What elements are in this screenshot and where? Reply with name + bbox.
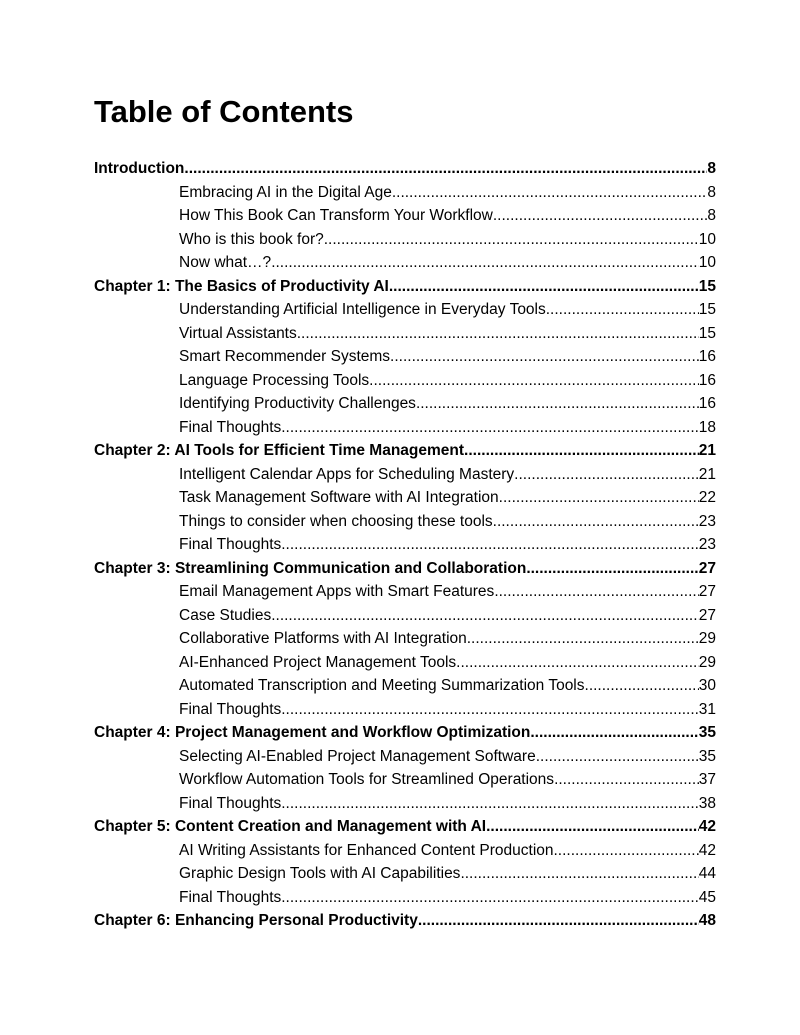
dot-leader	[369, 369, 699, 393]
dot-leader	[281, 698, 699, 722]
toc-chapter-entry[interactable]	[94, 909, 716, 933]
toc-entry-label: Chapter 6: Enhancing Personal Productivity	[94, 912, 418, 929]
toc-entry-label: Workflow Automation Tools for Streamlined Operations	[179, 771, 555, 788]
dot-leader	[281, 533, 699, 557]
toc-entry-page-number: 16	[698, 371, 716, 389]
toc-section-entry[interactable]	[94, 580, 716, 604]
dot-leader	[464, 439, 699, 463]
toc-entry-page-number: 35	[698, 724, 716, 741]
toc-entry-page-number: 10	[698, 230, 716, 248]
toc-entry-label: Now what…?	[179, 254, 272, 271]
toc-entry-label: Things to consider when choosing these tools	[179, 512, 493, 530]
toc-section-entry[interactable]	[94, 345, 716, 369]
toc-section-entry[interactable]	[94, 533, 716, 557]
toc-entry-label: Language Processing Tools	[179, 371, 370, 389]
toc-entry-page-number: 48	[698, 912, 716, 929]
toc-entry-page-number: 8	[707, 183, 716, 201]
toc-section-entry[interactable]	[94, 369, 716, 393]
dot-leader	[526, 557, 698, 581]
toc-section-entry[interactable]	[94, 392, 716, 416]
toc-entry-label: Understanding Artificial Intelligence in Everyday Tools	[179, 301, 546, 318]
toc-section-entry[interactable]	[94, 486, 716, 510]
dot-leader	[514, 463, 699, 487]
dot-leader	[460, 862, 698, 886]
toc-chapter-entry[interactable]	[94, 275, 716, 299]
toc-entry-page-number: 38	[698, 794, 716, 812]
toc-section-entry[interactable]	[94, 839, 716, 863]
dot-leader	[390, 345, 699, 369]
toc-entry-page-number: 15	[698, 277, 716, 295]
dot-leader	[281, 886, 699, 910]
toc-chapter-entry[interactable]	[94, 815, 716, 839]
toc-entry-page-number: 23	[698, 536, 716, 553]
toc-entry-page-number: 27	[698, 559, 716, 577]
toc-section-entry[interactable]	[94, 886, 716, 910]
dot-leader	[456, 651, 699, 675]
toc-section-entry[interactable]	[94, 674, 716, 698]
toc-entry-page-number: 37	[698, 771, 716, 788]
toc-section-entry[interactable]	[94, 510, 716, 534]
dot-leader	[467, 627, 699, 651]
dot-leader	[486, 815, 699, 839]
page-title: Table of Contents	[94, 94, 354, 129]
toc-entry-label: Task Management Software with AI Integration	[179, 489, 499, 506]
toc-entry-label: Automated Transcription and Meeting Summarization Tools	[179, 677, 585, 694]
toc-section-entry[interactable]	[94, 651, 716, 675]
dot-leader	[530, 721, 698, 745]
toc-entry-page-number: 44	[698, 865, 716, 882]
toc-chapter-entry[interactable]	[94, 439, 716, 463]
toc-entry-page-number: 15	[698, 324, 716, 342]
dot-leader	[281, 792, 699, 816]
toc-section-entry[interactable]	[94, 228, 716, 252]
toc-section-entry[interactable]	[94, 251, 716, 275]
dot-leader	[494, 580, 698, 604]
dot-leader	[297, 322, 699, 346]
toc-entry-label: Final Thoughts	[179, 418, 282, 436]
toc-entry-label: Chapter 2: AI Tools for Efficient Time Management	[94, 442, 465, 459]
toc-entry-label: AI Writing Assistants for Enhanced Content Production	[179, 841, 554, 859]
dot-leader	[281, 416, 699, 440]
toc-entry-page-number: 16	[698, 395, 716, 412]
toc-section-entry[interactable]	[94, 792, 716, 816]
dot-leader	[536, 745, 699, 769]
toc-entry-label: AI-Enhanced Project Management Tools	[179, 653, 457, 671]
toc-entry-page-number: 10	[698, 254, 716, 271]
toc-entry-label: Virtual Assistants	[179, 324, 297, 342]
toc-section-entry[interactable]	[94, 604, 716, 628]
toc-section-entry[interactable]	[94, 322, 716, 346]
toc-entry-page-number: 31	[698, 700, 716, 718]
toc-entry-page-number: 22	[698, 489, 716, 506]
toc-section-entry[interactable]	[94, 745, 716, 769]
toc-section-entry[interactable]	[94, 627, 716, 651]
toc-section-entry[interactable]	[94, 862, 716, 886]
toc-entry-page-number: 8	[707, 160, 716, 177]
toc-entry-page-number: 35	[698, 747, 716, 765]
toc-section-entry[interactable]	[94, 698, 716, 722]
dot-leader	[493, 510, 699, 534]
dot-leader	[493, 204, 708, 228]
dot-leader	[271, 251, 699, 275]
dot-leader	[392, 181, 708, 205]
toc-section-entry[interactable]	[94, 181, 716, 205]
dot-leader	[416, 392, 699, 416]
toc-entry-page-number: 45	[698, 888, 716, 906]
dot-leader	[554, 839, 699, 863]
toc-entry-page-number: 23	[698, 512, 716, 530]
toc-entry-page-number: 15	[698, 301, 716, 318]
dot-leader	[271, 604, 699, 628]
toc-entry-label: Email Management Apps with Smart Features	[179, 583, 495, 600]
toc-entry-page-number: 21	[698, 465, 716, 483]
dot-leader	[546, 298, 699, 322]
toc-chapter-entry[interactable]	[94, 157, 716, 181]
toc-entry-label: Chapter 3: Streamlining Communication and Collaboration	[94, 559, 527, 577]
toc-entry-label: Final Thoughts	[179, 794, 282, 812]
dot-leader	[389, 275, 699, 299]
toc-chapter-entry[interactable]	[94, 557, 716, 581]
toc-section-entry[interactable]	[94, 298, 716, 322]
toc-entry-label: Smart Recommender Systems	[179, 348, 391, 365]
toc-entry-page-number: 29	[698, 630, 716, 647]
toc-entry-page-number: 30	[698, 677, 716, 694]
toc-entry-label: Introduction	[94, 160, 185, 177]
toc-entry-label: Chapter 5: Content Creation and Management with AI	[94, 818, 487, 835]
toc-entry-label: Embracing AI in the Digital Age	[179, 183, 392, 201]
toc-entry-label: Final Thoughts	[179, 536, 282, 553]
dot-leader	[499, 486, 699, 510]
toc-entry-page-number: 29	[698, 653, 716, 671]
toc-entry-label: Chapter 1: The Basics of Productivity AI	[94, 277, 389, 295]
toc-entry-page-number: 21	[698, 442, 716, 459]
toc-entry-page-number: 42	[698, 841, 716, 859]
toc-entry-page-number: 42	[698, 818, 716, 835]
toc-section-entry[interactable]	[94, 204, 716, 228]
dot-leader	[554, 768, 699, 792]
dot-leader	[585, 674, 699, 698]
toc-entry-page-number: 27	[698, 583, 716, 600]
dot-leader	[324, 228, 699, 252]
toc-entry-label: Selecting AI-Enabled Project Management Software	[179, 747, 536, 765]
toc-entry-label: Graphic Design Tools with AI Capabilities	[179, 865, 461, 882]
toc-entry-label: Final Thoughts	[179, 700, 282, 718]
toc-entry-page-number: 18	[698, 418, 716, 436]
toc-list	[94, 157, 716, 933]
toc-entry-page-number: 8	[707, 207, 716, 224]
toc-entry-label: Case Studies	[179, 606, 272, 624]
toc-section-entry[interactable]	[94, 416, 716, 440]
toc-entry-label: How This Book Can Transform Your Workflow	[179, 207, 493, 224]
toc-entry-label: Who is this book for?	[179, 230, 324, 248]
dot-leader	[418, 909, 699, 933]
dot-leader	[184, 157, 707, 181]
toc-section-entry[interactable]	[94, 463, 716, 487]
toc-entry-page-number: 16	[698, 348, 716, 365]
toc-entry-label: Collaborative Platforms with AI Integration	[179, 630, 467, 647]
toc-entry-label: Intelligent Calendar Apps for Scheduling Mastery	[179, 465, 515, 483]
toc-chapter-entry[interactable]	[94, 721, 716, 745]
toc-entry-label: Chapter 4: Project Management and Workflow Optimization	[94, 724, 531, 741]
toc-entry-page-number: 27	[698, 606, 716, 624]
toc-entry-label: Final Thoughts	[179, 888, 282, 906]
toc-section-entry[interactable]	[94, 768, 716, 792]
toc-entry-label: Identifying Productivity Challenges	[179, 395, 416, 412]
